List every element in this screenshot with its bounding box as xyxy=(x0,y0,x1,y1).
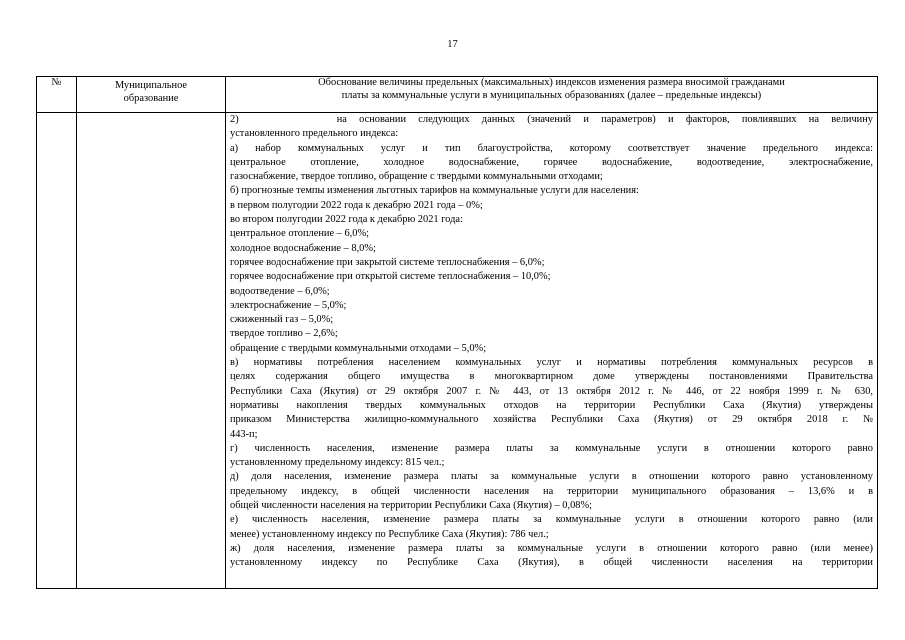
text-line: газоснабжение, твердое топливо, обращение с твердыми коммунальными отходами; xyxy=(230,171,603,183)
text-line: твердое топливо – 2,6%; xyxy=(230,328,338,340)
text-line: е) численность населения, изменение размера платы за коммунальные услуги в отношении которого равно (или xyxy=(230,514,873,526)
text-line: центральное отопление – 6,0%; xyxy=(230,228,369,240)
text-line: сжиженный газ – 5,0%; xyxy=(230,314,334,326)
text-line: холодное водоснабжение – 8,0%; xyxy=(230,242,376,254)
justification-cell xyxy=(226,113,878,589)
text-line: Республики Саха (Якутия) от 29 октября 2007 г. № 443, от 13 октября 2012 г. № 446, от 22 ноября 1999 г. № 630, xyxy=(230,385,873,397)
header-number: № xyxy=(37,77,77,113)
header-justification-line: Обоснование величины предельных (максимальных) индексов изменения размера вносимой гражданами xyxy=(318,77,785,88)
text-line: нормативы накопления твердых коммунальных отходов на территории Республики Саха (Якутия) утверждены xyxy=(230,399,873,411)
page-number: 17 xyxy=(447,39,458,50)
text-line: в) нормативы потребления населением коммунальных услуг и нормативы потребления коммунальных ресурсов в xyxy=(230,357,873,369)
text-line: 2) на основании следующих данных (значений и параметров) и факторов, повлиявших на величину xyxy=(230,114,873,125)
text-line: менее) установленному индексу по Республике Саха (Якутия): 786 чел.; xyxy=(230,528,549,540)
header-municipality-line: образование xyxy=(123,92,179,104)
municipality-cell xyxy=(77,113,226,589)
text-line: центральное отопление, холодное водоснабжение, горячее водоснабжение, водоотведение, электроснабжение, xyxy=(230,156,873,168)
text-line: электроснабжение – 5,0%; xyxy=(230,299,347,311)
text-line: приказом Министерства жилищно-коммунального хозяйства Республики Саха (Якутия) от 29 октября 2018 г. № xyxy=(230,414,873,426)
text-line: установленному предельному индексу: 815 чел.; xyxy=(230,457,445,469)
text-line: обращение с твердыми коммунальными отходами – 5,0%; xyxy=(230,342,487,354)
text-line: горячее водоснабжение при открытой системе теплоснабжения – 10,0%; xyxy=(230,271,551,283)
text-line: г) численность населения, изменение размера платы за коммунальные услуги в отношении которого равно xyxy=(230,442,873,454)
table-header-row xyxy=(37,77,878,113)
text-line: 443-п; xyxy=(230,428,258,440)
text-line: целях содержания общего имущества в многоквартирном доме утверждены постановлениями Правительства xyxy=(230,371,873,383)
text-line: в первом полугодии 2022 года к декабрю 2021 года – 0%; xyxy=(230,199,483,211)
header-municipality xyxy=(77,77,226,113)
header-municipality-line: Муниципальное xyxy=(114,80,188,91)
text-line: горячее водоснабжение при закрытой системе теплоснабжения – 6,0%; xyxy=(230,256,545,268)
text-line: предельному индексу, в общей численности населения на территории муниципального образования – 13,6% и в xyxy=(230,485,873,497)
indices-table xyxy=(36,76,878,589)
text-line: ж) доля населения, изменение размера платы за коммунальные услуги в отношении которого равно (или менее) xyxy=(230,542,873,554)
text-line: д) доля населения, изменение размера платы за коммунальные услуги в отношении которого равно установленному xyxy=(230,471,873,483)
text-line: а) набор коммунальных услуг и тип благоустройства, которому соответствует значение предельного индекса: xyxy=(230,142,873,154)
text-line: общей численности населения на территории Республики Саха (Якутия) – 0,08%; xyxy=(230,500,593,512)
table-body-row xyxy=(37,113,878,589)
text-line: во втором полугодии 2022 года к декабрю 2021 года: xyxy=(230,214,463,226)
text-line: установленному индексу по Республике Саха (Якутия), в общей численности населения на территории xyxy=(230,557,873,569)
text-line: установленного предельного индекса: xyxy=(230,128,399,140)
text-line: б) прогнозные темпы изменения льготных тарифов на коммунальные услуги для населения: xyxy=(230,185,639,197)
number-cell xyxy=(37,113,77,589)
header-justification-line: платы за коммунальные услуги в муниципальных образованиях (далее – предельные индексы) xyxy=(341,89,762,101)
header-justification xyxy=(226,77,878,113)
text-line: водоотведение – 6,0%; xyxy=(230,285,330,297)
